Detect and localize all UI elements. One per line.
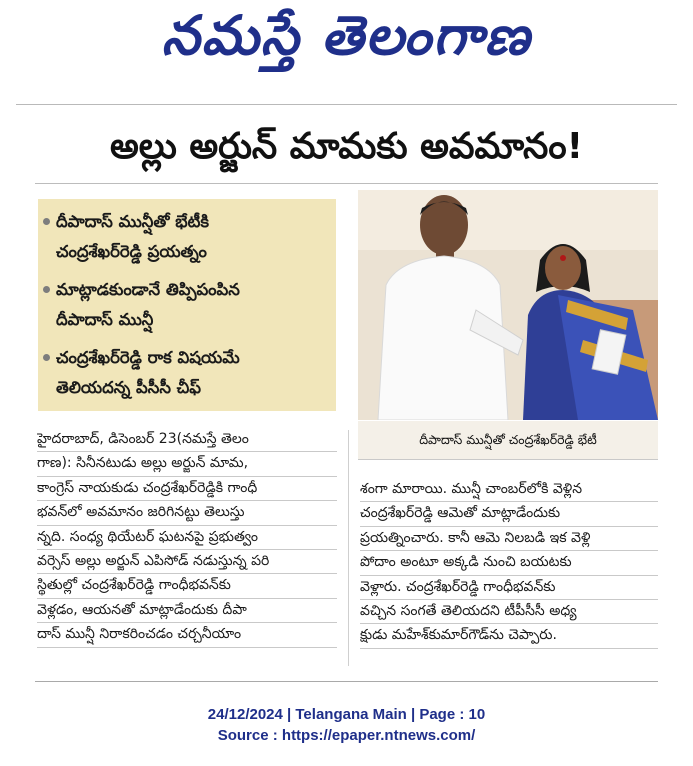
body-line: వర్సెస్ అల్లు అర్జున్ ఎపిసోడ్ నడుస్తున్న పరి xyxy=(37,550,337,574)
headline-divider xyxy=(35,183,658,184)
body-line: ప్రయత్నించారు. కానీ ఆమె నిలబడి ఇక వెళ్లి xyxy=(360,527,658,551)
body-line: పోదాం అంటూ అక్కడి నుంచి బయటకు xyxy=(360,551,658,575)
news-photo xyxy=(358,190,658,420)
body-line: వెళ్లడం, ఆయనతో మాట్లాడేందుకు దీపా xyxy=(37,599,337,623)
column-divider xyxy=(348,430,349,666)
photo-illustration xyxy=(358,190,658,420)
body-line: దాస్ మున్షీ నిరాకరించడం చర్చనీయాం xyxy=(37,623,337,647)
footer-divider xyxy=(35,681,658,682)
body-line: గాణ): సినీనటుడు అల్లు అర్జున్ మామ, xyxy=(37,452,337,476)
highlight-line: తెలియదన్న పీసీసీ చీఫ్ xyxy=(56,378,202,397)
newspaper-logo: నమస్తే తెలంగాణ xyxy=(161,4,532,67)
bullet-icon xyxy=(43,218,50,225)
body-line: చంద్రశేఖర్‌రెడ్డి ఆమెతో మాట్లాడేందుకు xyxy=(360,502,658,526)
highlight-item-3 xyxy=(56,343,331,403)
highlight-line: దీపాదాస్ మున్షీతో భేటీకి xyxy=(56,212,209,231)
article-headline: అల్లు అర్జున్ మామకు అవమానం! xyxy=(110,126,583,167)
highlight-line: మాట్లాడకుండానే తిప్పిపంపిన xyxy=(56,280,240,299)
source-link[interactable]: Source : https://epaper.ntnews.com/ xyxy=(217,727,476,744)
masthead-divider xyxy=(16,104,677,105)
bullet-icon xyxy=(43,354,50,361)
highlight-line: చంద్రశేఖర్‌రెడ్డి ప్రయత్నం xyxy=(56,242,207,261)
edition-info: 24/12/2024 | Telangana Main | Page : 10 xyxy=(207,706,486,723)
masthead xyxy=(0,0,693,100)
photo-caption: దీపాదాస్ మున్షీతో చంద్రశేఖర్‌రెడ్డి భేటీ xyxy=(358,421,658,460)
highlight-item-1 xyxy=(56,207,331,267)
page-footer xyxy=(0,704,693,746)
body-line: కాంగ్రెస్ నాయకుడు చంద్రశేఖర్‌రెడ్డికి గాంధీ xyxy=(37,477,337,501)
body-line: శంగా మారాయి. మున్షీ చాంబర్‌లోకి వెళ్లిన xyxy=(360,478,658,502)
article-body-right xyxy=(360,478,658,649)
bullet-icon xyxy=(43,286,50,293)
body-line: న్నది. సంధ్య థియేటర్ ఘటనపై ప్రభుత్వం xyxy=(37,526,337,550)
body-line: వెళ్లారు. చంద్రశేఖర్‌రెడ్డి గాంధీభవన్‌కు xyxy=(360,576,658,600)
highlight-item-2 xyxy=(56,275,331,335)
article-body-left xyxy=(37,428,337,648)
body-line: భవన్‌లో అవమానం జరిగినట్టు తెలుస్తు xyxy=(37,501,337,525)
body-line: వచ్చిన సంగతే తెలియదని టీపీసీసీ అధ్య xyxy=(360,600,658,624)
body-line: హైదరాబాద్, డిసెంబర్ 23(నమస్తే తెలం xyxy=(37,428,337,452)
highlights-box xyxy=(38,199,336,411)
highlight-line: చంద్రశేఖర్‌రెడ్డి రాక విషయమే xyxy=(56,348,240,367)
body-line: క్షుడు మహేశ్‌కుమార్‌గౌడ్‌ను చెప్పారు. xyxy=(360,624,658,648)
body-line: స్థితుల్లో చంద్రశేఖర్‌రెడ్డి గాంధీభవన్‌కు xyxy=(37,574,337,598)
highlight-line: దీపాదాస్ మున్షీ xyxy=(56,310,154,329)
